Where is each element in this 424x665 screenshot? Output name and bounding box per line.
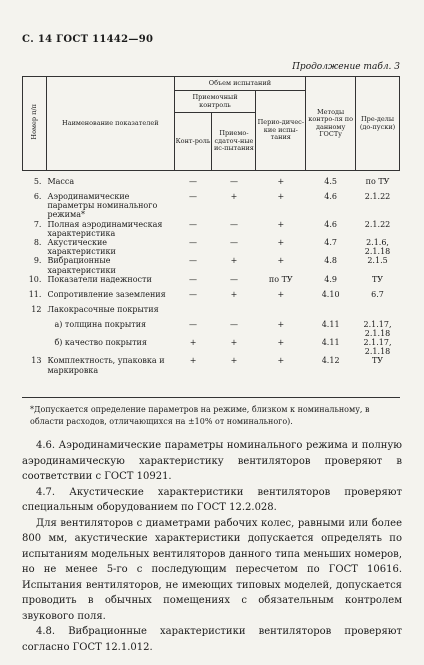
col-header-number: Номер п/п — [23, 77, 47, 171]
col-header-control: Конт-роль — [174, 113, 212, 171]
table-row: 7. Полная аэродинамическая характеристика — — + 4.6 2.1.22 — [33, 219, 391, 238]
paragraph: Для вентиляторов с диаметрами рабочих колес, равными или более 800 мм, акустические характеристики допускается определять по испытаниям модельных вентиляторов данного типа меньших номеров, но не менее 5-го с последующим пересчетом по ГОСТ 10616. Испытания вентиляторов, не имеющих типовых моделей, допускается проводить в обычных помещениях с обязательным контролем звукового поля. — [22, 517, 402, 622]
table-continuation-label: Продолжение табл. 3 — [292, 62, 400, 72]
table-row: 10. Показатели надежности — — по ТУ 4.9 ТУ — [28, 274, 384, 284]
col-header-scope: Объем испытаний — [174, 77, 306, 91]
table-row: а) толщина покрытия — — + 4.11 2.1.17, 2.1.18 — [54, 319, 392, 338]
paragraph: 4.6. Аэродинамические параметры номинального режима и полную аэродинамическую характеристику вентиляторов проверяют в соответствии с ГОСТ 10921. — [22, 440, 402, 482]
col-header-methods: Методы контро-ля по данному ГОСТу — [306, 77, 356, 171]
col-header-periodic: Перио-дичес-кие испы-тания — [256, 91, 306, 171]
table-row: 6. Аэродинамические параметры номинального режима* — + + 4.6 2.1.22 — [33, 192, 391, 220]
col-header-limits: Пре-делы (до-пуски) — [356, 77, 400, 171]
table-row: б) качество покрытия + + + 4.11 2.1.17, 2.1.18 — [54, 338, 392, 357]
table-row: 9. Вибрационные характеристики — + + 4.8 2.1.5 — [33, 256, 388, 275]
body-text — [22, 438, 402, 655]
test-scope-table — [22, 76, 400, 375]
table-row: 5. Масса — — + 4.5 по ТУ — [33, 177, 390, 186]
col-header-acceptance: Приемочный контроль — [174, 91, 256, 113]
paragraph: 4.8. Вибрационные характеристики вентиляторов проверяют согласно ГОСТ 12.1.012. — [22, 626, 402, 653]
col-header-name: Наименование показателей — [46, 77, 174, 171]
footnote-divider — [22, 397, 400, 398]
col-header-acceptance-tests: Приемо-сдаточ-ные ис-пытания — [212, 113, 256, 171]
table-row: 11. Сопротивление заземления — + + 4.10 6.7 — [28, 289, 384, 299]
table-row: 13 Комплектность, упаковка и маркировка + + + 4.12 ТУ — [31, 356, 384, 375]
page-title: С. 14 ГОСТ 11442—90 — [22, 34, 154, 45]
table-row: 8. Акустические характеристики — — + 4.7 2.1.6, 2.1.18 — [33, 237, 391, 257]
table-footnote: *Допускается определение параметров на режиме, близком к номинальному, в области расходов, отличающихся на ±10% от номинального). — [30, 405, 370, 426]
paragraph: 4.7. Акустические характеристики вентиляторов проверяют специальным оборудованием по ГОСТ 12.2.028. — [22, 486, 402, 513]
table-row: 12 Лакокрасочные покрытия — [31, 304, 159, 314]
